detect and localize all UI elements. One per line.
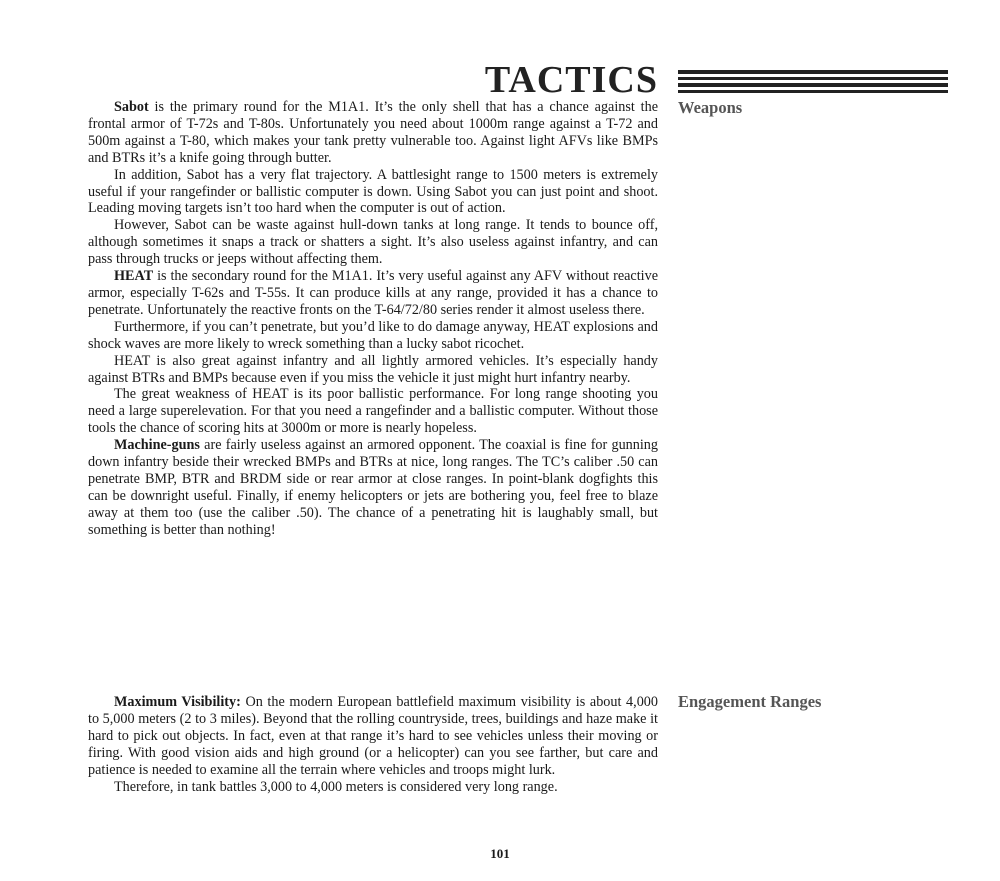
- term-sabot: Sabot: [114, 99, 149, 115]
- paragraph-max-visibility: [88, 694, 658, 779]
- paragraph-machine-guns: [88, 437, 658, 538]
- paragraph-text: is the secondary round for the M1A1. It’s very useful against any AFV without reactive armor, especially T-62s and T-55s. It can produce kills at any range, provided it has a chance to penetrate. Unfortunately the reactive fronts on the T-64/72/80 series render it almost useless there.: [88, 268, 658, 318]
- page-number: 101: [490, 846, 510, 861]
- paragraph: However, Sabot can be waste against hull-down tanks at long range. It tends to bounce off, although sometimes it snaps a track or shatters a sight. It’s also useless against infantry, and can pass through trucks or jeeps without affecting them.: [88, 217, 658, 268]
- paragraph: Therefore, in tank battles 3,000 to 4,000 meters is considered very long range.: [114, 778, 558, 795]
- paragraph: The great weakness of HEAT is its poor ballistic performance. For long range shooting you need a large superelevation. For that you need a rangefinder and a ballistic computer. Without those tools the chance of scoring hits at 3000m or more is nearly hopeless.: [88, 386, 658, 437]
- paragraph: HEAT is also great against infantry and all lightly armored vehicles. It’s especially handy against BTRs and BMPs because even if you miss the vehicle it just might hurt infantry nearby.: [88, 352, 658, 386]
- paragraph-heat: [88, 268, 658, 319]
- title-rule-lines: [678, 70, 948, 96]
- engagement-section-text: [88, 694, 658, 795]
- weapons-section-text: [88, 99, 658, 539]
- term-heat: HEAT: [114, 268, 154, 285]
- paragraph-text: On the modern European battlefield maximum visibility is about 4,000 to 5,000 meters (2 to 3 miles). Beyond that the rolling countryside, trees, buildings and haze make it hard to pick out objects. In fact, even at that range it’s hard to see vehicles unless their moving or firing. With good vision aids and high ground (or a helicopter) can you see farther, but care and patience is needed to examine all the terrain where vehicles and troops might lurk.: [88, 694, 658, 778]
- section-heading-weapons: Weapons: [678, 98, 743, 117]
- section-heading-engagement-ranges: Engagement Ranges: [678, 692, 822, 711]
- paragraph-text: is the primary round for the M1A1. It’s the only shell that has a chance against the frontal armor of T-72s and T-80s. Unfortunately you need about 1000m range against a T-72 and 500m against a T-80, which makes your tank pretty vulnerable too. Against light AFVs like BMPs and BTRs it’s a knife going through butter.: [88, 99, 658, 166]
- term-max-visibility: Maximum Visibility:: [114, 694, 241, 710]
- paragraph-sabot: [88, 99, 658, 167]
- paragraph: Furthermore, if you can’t penetrate, but you’d like to do damage anyway, HEAT explosions and shock waves are more likely to wreck something than a lucky sabot ricochet.: [88, 318, 658, 352]
- paragraph: In addition, Sabot has a very flat trajectory. A battlesight range to 1500 meters is extremely useful if your rangefinder or ballistic computer is down. Using Sabot you can just point and shoot. Leading moving targets isn’t too hard when the computer is out of action.: [88, 166, 658, 217]
- page-title: TACTICS: [484, 59, 658, 101]
- term-machine-guns: Machine-guns: [114, 437, 200, 454]
- paragraph-text: are fairly useless against an armored opponent. The coaxial is fine for gunning down infantry beside their wrecked BMPs and BTRs at nice, long ranges. The TC’s caliber .50 can penetrate BMP, BTR and BRDM side or rear armor at close ranges. In point-blank dogfights this can be downright useful. Finally, if enemy helicopters or jets are bothering you, feel free to blaze away at them too (use the caliber .50). The chance of a penetrating hit is laughably small, but something is better than nothing!: [88, 437, 658, 538]
